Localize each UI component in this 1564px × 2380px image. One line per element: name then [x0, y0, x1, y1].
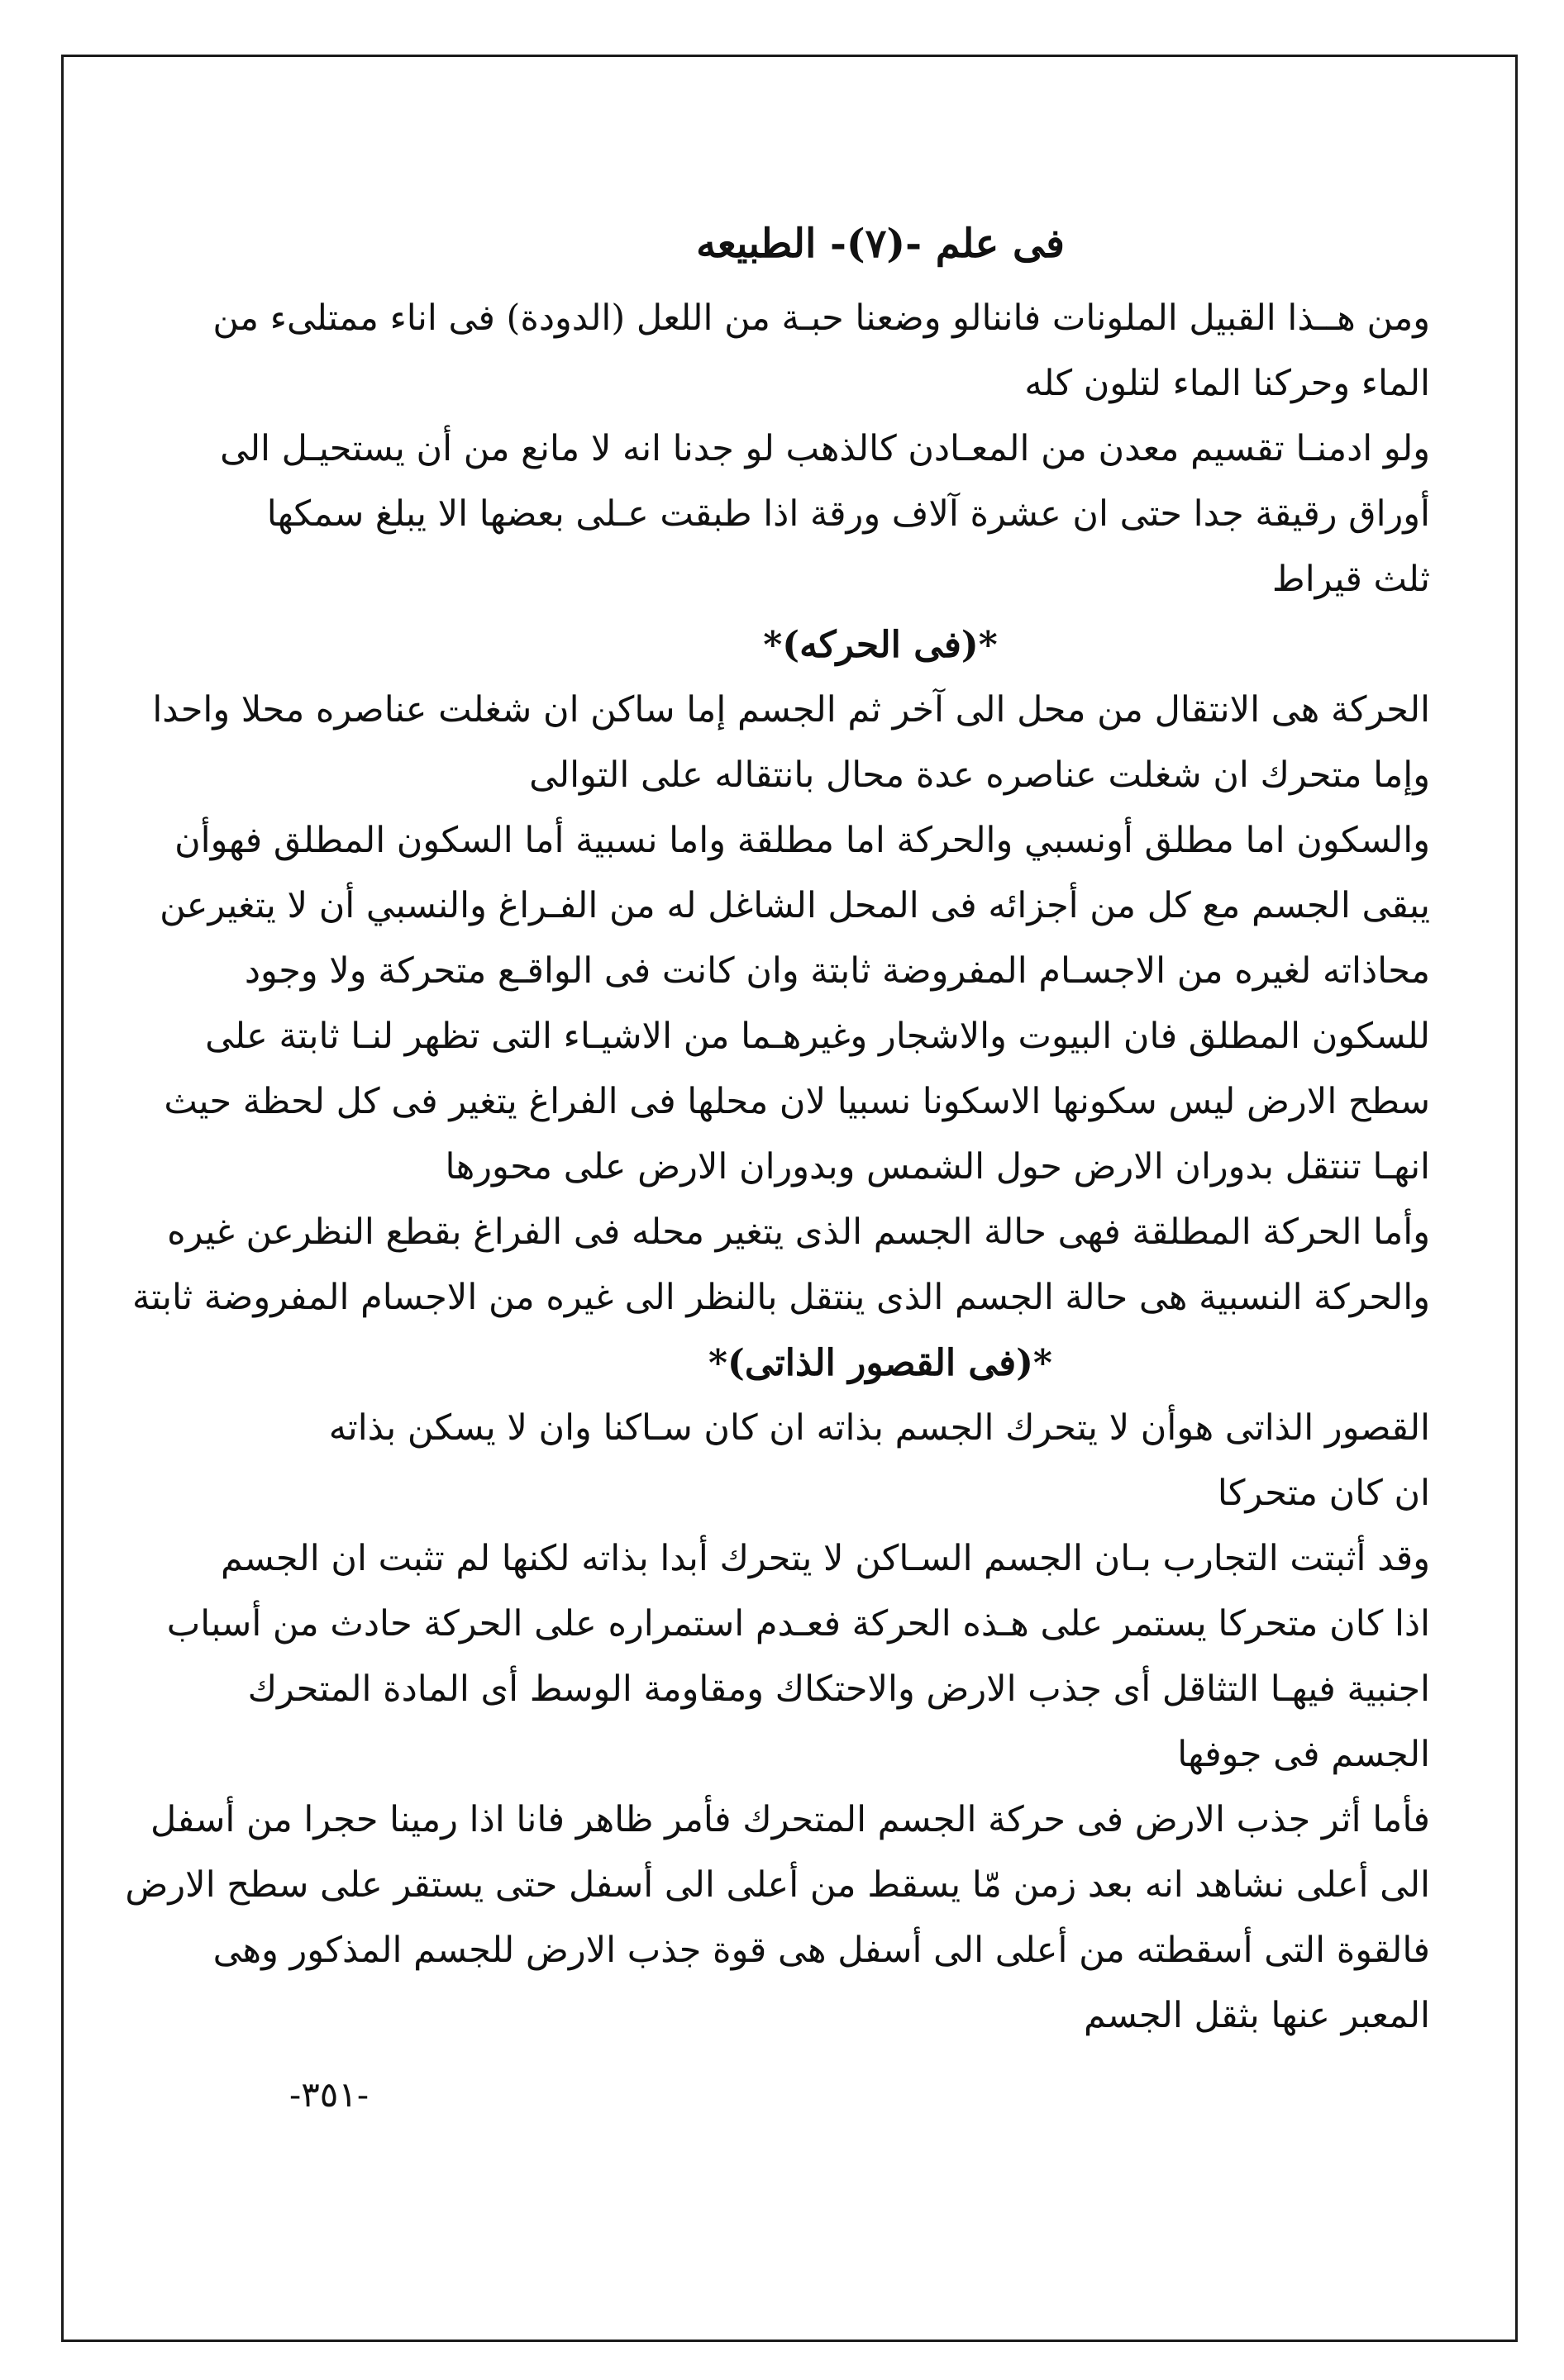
- text-line: ولو ادمنـا تقسيم معدن من المعـادن كالذهب لو جدنا انه لا مانع من أن يستحيـل الى: [220, 428, 1430, 469]
- section-heading-inertia: *(فى القصور الذاتى)*: [708, 1342, 1052, 1384]
- text-line: الماء وحركنا الماء لتلون كله: [1024, 363, 1430, 404]
- text-line: سطح الارض ليس سكونها الاسكونا نسبيا لان محلها فى الفراغ يتغير فى كل لحظة حيث: [164, 1081, 1430, 1122]
- text-line: اذا كان متحركا يستمر على هـذه الحركة فعـدم استمراره على الحركة حادث من أسباب: [166, 1603, 1430, 1645]
- text-line: وقد أثبتت التجارب بـان الجسم السـاكن لا يتحرك أبدا بذاته لكنها لم تثبت ان الجسم: [220, 1538, 1430, 1579]
- text-line: فالقوة التى أسقطته من أعلى الى أسفل هى قوة جذب الارض للجسم المذكور وهى: [212, 1930, 1430, 1971]
- text-line: وإما متحرك ان شغلت عناصره عدة محال بانتقاله على التوالى: [529, 754, 1430, 796]
- text-line: وأما الحركة المطلقة فهى حالة الجسم الذى يتغير محله فى الفراغ بقطع النظرعن غيره: [167, 1211, 1430, 1253]
- text-line: ان كان متحركا: [1217, 1473, 1430, 1514]
- text-line: ومن هــذا القبيل الملونات فاننالو وضعنا حبـة من اللعل (الدودة) فى اناء ممتلىء من: [212, 298, 1430, 339]
- text-line: اجنبية فيهـا التثاقل أى جذب الارض والاحتكاك ومقاومة الوسط أى المادة المتحرك: [247, 1668, 1430, 1710]
- text-line: للسكون المطلق فان البيوت والاشجار وغيرهـما من الاشيـاء التى تظهر لنـا ثابتة على: [205, 1016, 1430, 1057]
- page-number: -٣٥١-: [289, 2074, 370, 2115]
- text-line: المعبر عنها بثقل الجسم: [1084, 1995, 1430, 2036]
- text-line: الى أعلى نشاهد انه بعد زمن مّا يسقط من أعلى الى أسفل حتى يستقر على سطح الارض: [125, 1864, 1430, 1906]
- text-line: فأما أثر جذب الارض فى حركة الجسم المتحرك فأمر ظاهر فانا اذا رمينا حجرا من أسفل: [150, 1799, 1430, 1840]
- text-line: أوراق رقيقة جدا حتى ان عشرة آلاف ورقة اذا طبقت عـلى بعضها الا يبلغ سمكها: [266, 493, 1430, 535]
- running-header: فى علم -(٧)- الطبيعه: [696, 221, 1065, 267]
- text-line: القصور الذاتى هوأن لا يتحرك الجسم بذاته ان كان سـاكنا وان لا يسكن بذاته: [328, 1407, 1430, 1449]
- text-line: انهـا تنتقل بدوران الارض حول الشمس وبدوران الارض على محورها: [445, 1146, 1430, 1188]
- page-content: [125, 207, 1430, 2049]
- text-line: الجسم فى جوفها: [1177, 1734, 1430, 1775]
- text-line: الحركة هى الانتقال من محل الى آخر ثم الجسم إما ساكن ان شغلت عناصره محلا واحدا: [152, 689, 1430, 731]
- text-line: ثلث قيراط: [1271, 559, 1430, 600]
- text-line: والحركة النسبية هى حالة الجسم الذى ينتقل بالنظر الى غيره من الاجسام المفروضة ثابتة: [132, 1277, 1430, 1318]
- section-heading-motion: *(فى الحركه)*: [763, 624, 998, 666]
- text-line: والسكون اما مطلق أونسبي والحركة اما مطلقة واما نسبية أما السكون المطلق فهوأن: [174, 820, 1430, 861]
- text-line: يبقى الجسم مع كل من أجزائه فى المحل الشاغل له من الفـراغ والنسبي أن لا يتغيرعن: [160, 885, 1430, 926]
- text-line: محاذاته لغيره من الاجسـام المفروضة ثابتة وان كانت فى الواقـع متحركة ولا وجود: [244, 950, 1430, 992]
